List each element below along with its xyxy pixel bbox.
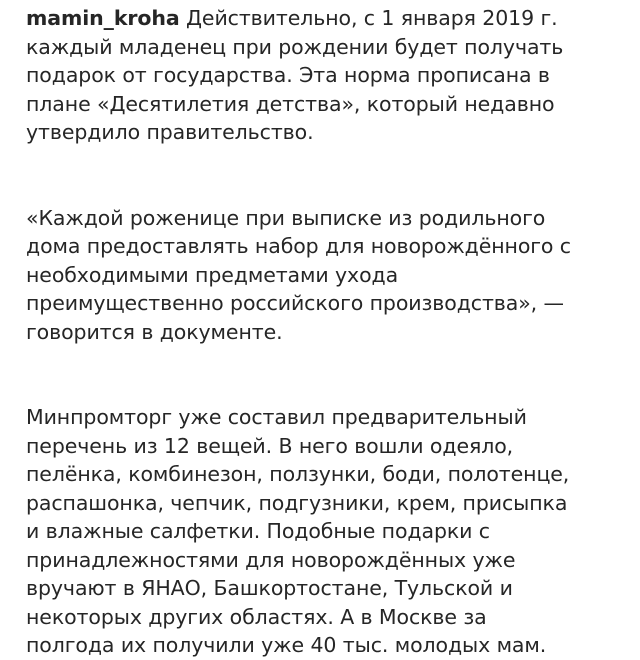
caption-line: дома предоставлять набор для новорождённого с [26, 234, 571, 258]
caption-line: необходимыми предметами ухода [26, 262, 399, 287]
caption-line: утвердило правительство. [26, 120, 314, 144]
caption-line: перечень из 12 вещей. В него вошли одеяло, [26, 433, 514, 458]
caption-paragraph-2 [26, 204, 626, 347]
caption-line [26, 4, 626, 33]
caption-line: «Каждой роженице при выписке из родильного [26, 205, 546, 230]
caption-paragraph-3 [26, 403, 626, 660]
username-link[interactable]: mamin_kroha [26, 6, 180, 30]
caption-line: Минпромторг уже составил предварительный [26, 405, 527, 429]
caption-line: каждый младенец при рождении будет получать [26, 34, 564, 59]
caption-line: подарок от государства. Эта норма прописана в [26, 63, 550, 87]
caption-line: вручают в ЯНАО, Башкортостане, Тульской и [26, 576, 513, 600]
caption-line: распашонка, чепчик, подгузники, крем, присыпка [26, 490, 568, 515]
caption-line: принадлежностями для новорождённых уже [26, 547, 516, 572]
caption-line: некоторых других областях. А в Москве за [26, 604, 487, 629]
paragraph-spacer [26, 346, 626, 403]
caption-line: пелёнка, комбинезон, ползунки, боди, полотенце, [26, 462, 570, 486]
caption-line-text: Действительно, с 1 января 2019 г. [179, 6, 558, 30]
caption-line: преимущественно российского производства», — [26, 291, 564, 315]
caption-line: полгода их получили уже 40 тыс. молодых мам. [26, 633, 547, 657]
caption-line: плане «Десятилетия детства», который недавно [26, 91, 555, 116]
post-caption [26, 4, 626, 660]
caption-paragraph-1 [26, 4, 626, 147]
paragraph-spacer [26, 147, 626, 204]
caption-line: говорится в документе. [26, 319, 283, 344]
caption-line: и влажные салфетки. Подобные подарки с [26, 519, 490, 543]
